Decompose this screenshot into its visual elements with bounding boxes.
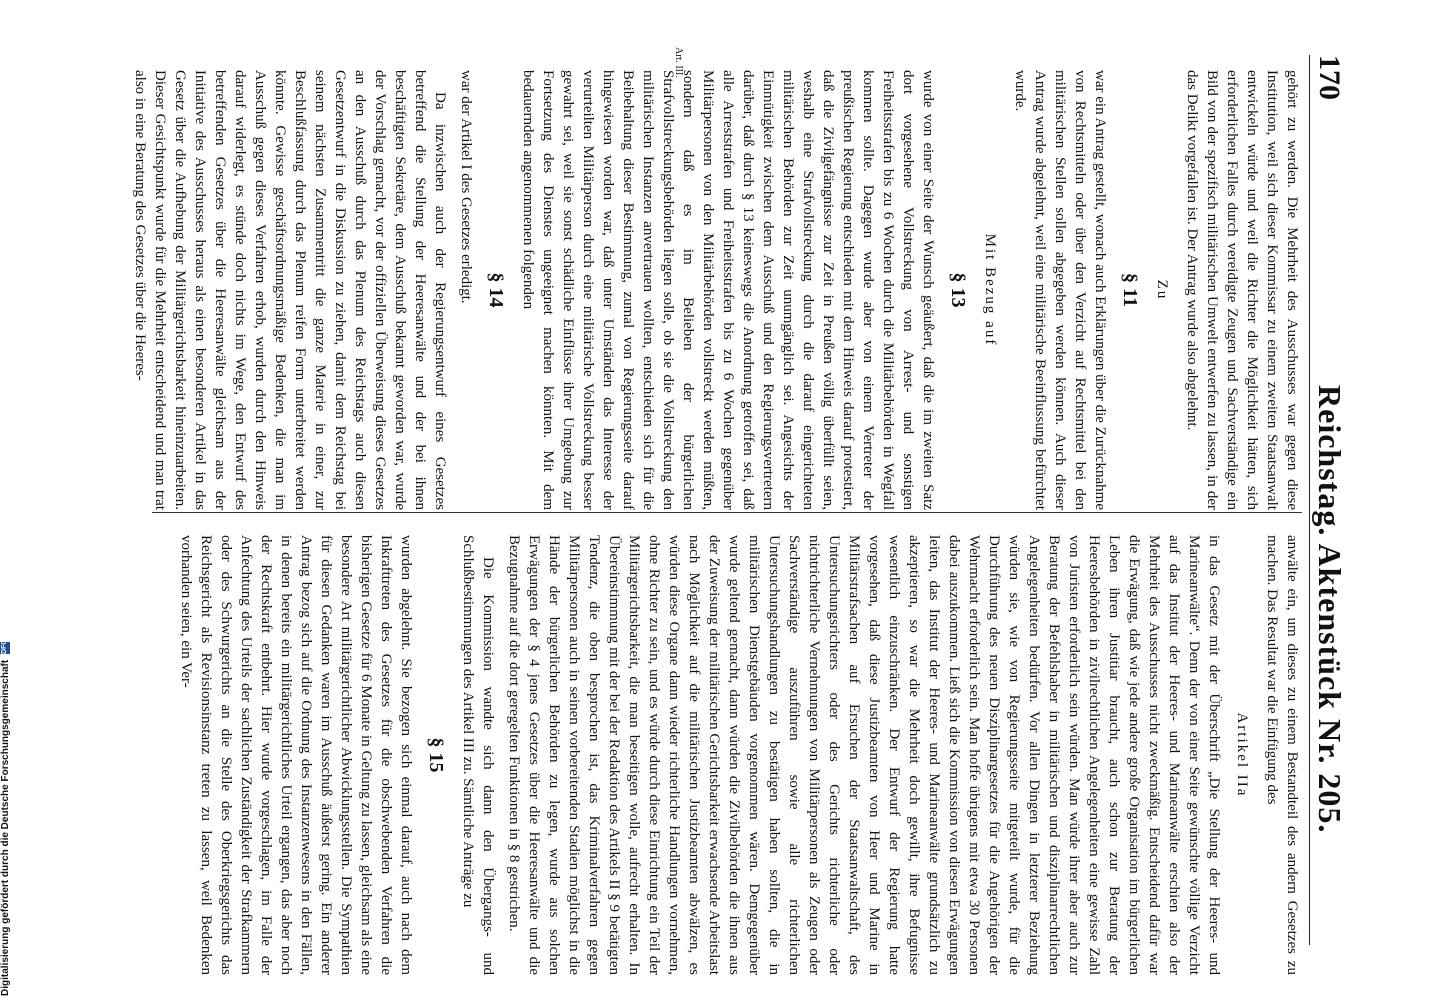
lead-in: Mit Bezug auf	[982, 233, 998, 347]
lead-in: Zu	[1154, 279, 1170, 301]
section-heading-11: § 11	[1119, 273, 1141, 307]
dfg-attribution	[0, 16, 12, 996]
dfg-logo: DFG	[1, 639, 9, 655]
paragraph: war ein Antrag gestellt, wonach auch Erklärungen über die Zurücknahme von Rechtsmitteln oder über den Verzicht auf Rechtsmittel bei den militärischen Stellen sollen abgegeben werden können. Auch dieser Antrag wurde abgelehnt, weil eine militärische Beeinflussung befürchtet wurde.	[1012, 70, 1108, 510]
paragraph: gehört zu werden. Die Mehrheit des Ausschusses war gegen diese Institution, weil sich dieser Kommissar zu einem zweiten Staatsanwalt entwickeln würde und weil die Richter die Möglichkeit hätten, sich erforderlichen Falles durch vereidigte Zeugen und Sachverständige ein Bild von der spezifisch militärischen Umwelt entwerfen zu lassen, in der das Delikt vorgefallen ist. Der Antrag wurde also abgelehnt.	[1184, 70, 1300, 510]
column-divider	[152, 512, 1302, 513]
margin-note: Art. III.	[673, 47, 684, 78]
section-heading-14: § 14	[485, 272, 507, 308]
left-column	[62, 70, 1302, 510]
section-heading-13: § 13	[947, 272, 969, 308]
section-heading-15: § 15	[425, 737, 447, 773]
paragraph: wurden abgelehnt. Sie bezogen sich einmal darauf, auch nach dem Inkrafttreten des Gesetzes für die obschwebenden Verfahren die bisherigen Gesetze für 6 Monate in Geltung zu lassen, gleichsam als eine besondere Art militärgerichtlicher Abwicklungsstellen. Die Sympathien für diesen Gedanken waren im Ausschuß äußerst gering. Ein anderer Antrag bezog sich auf die Ordnung des Instanzenwesens in den Fällen, in denen bereits ein militärgerichtliches Urteil ergangen, das aber noch der Rechtskraft entbehrt. Hier wurde vorgeschlagen, im Falle der Anfechtung des Urteils der sachlichen Zuständigkeit der Strafkammern oder des Schwurgerichts an die Stelle des Oberkriegsgerichts das Reichsgericht als Revisionsinstanz treten zu lassen, weil Bedenken vorhanden seien, ein Ver-	[178, 535, 414, 975]
page-number: 170	[1313, 55, 1346, 100]
dfg-attribution-text: Digitalisierung gefördert durch die Deutsche Forschungsgemeinschaft	[0, 659, 11, 996]
paragraph: war der Artikel I des Gesetzes erledigt.	[458, 70, 474, 304]
paragraph: anwälte ein, um dieses zu einem Bestandteil des andern Gesetzes zu machen. Das Resultat war die Einfügung des	[1264, 535, 1300, 975]
dfg-attribution-strip	[0, 0, 12, 1000]
paragraph: Die Kommission wandte sich dann den Übergangs- und Schlußbestimmungen des Artikel III zu. Sämtliche Anträge zu	[460, 535, 496, 975]
paragraph: wurde von einer Seite der Wunsch geäußert, daß die im zweiten Satz dort vorgesehene Vollstreckung von Arrest- und sonstigen Freiheitsstrafen bis zu 6 Wochen durch die Militärbehörden in Wegfall kommen sollte. Dagegen wurde aber von einem Vertreter der preußischen Regierung entschieden mit dem Hinweis darauf protestiert, daß die Zivilgefängnisse zur Zeit in Preußen völlig überfüllt seien, weshalb eine Strafvollstreckung durch die darauf eingerichteten militärischen Behörden zur Zeit unumgänglich sei. Angesichts der Einmütigkeit zwischen dem Ausschuß und den Regierungsvertretern darüber, daß durch § 13 keineswegs die Anordnung getroffen sei, daß alle Arreststrafen und Freiheitsstrafen bis zu 6 Wochen gegenüber Militärpersonen von den Militärbehörden vollstreckt werden müßten, sondern daß es im Belieben der bürgerlichen Strafvollstreckungsbehörden liegen solle, ob sie die Vollstreckung den militärischen Instanzen anvertrauen wollten, entschieden sich für die Beibehaltung dieser Bestimmung, zumal von Regierungsseite darauf hingewiesen worden war, daß unter Umständen das Interesse der verurteilten Militärperson durch eine militärische Vollstreckung besser gewahrt sei, weil sie sonst schädliche Einflüsse ihrer Umgebung zur Fortsetzung des Dienstes ungeeignet machen könnten. Mit dem bedauernden angenommenen folgenden	[520, 70, 936, 510]
paragraph: in das Gesetz mit der Überschrift „Die Stellung der Heeres- und Marineanwälte“. Denn der von einer Seite gewünschte völlige Verzicht auf das Institut der Heeres- und Marineanwälte erschien also der Mehrheit des Ausschusses nicht zweckmäßig. Entscheidend dafür war die Erwägung, daß wie jede andere große Organisation im bürgerlichen Leben ihren Justitiar braucht, auch schon zur Beratung der Heeresbehörden in zivilrechtlichen Angelegenheiten eine gewisse Zahl von Juristen erforderlich sein würden. Man würde ihrer aber auch zur Beratung der Befehlshaber in militärischen und disziplinarrechtlichen Angelegenheiten bedürfen. Vor allen Dingen in letzterer Beziehung würden sie, wie von Regierungsseite mitgeteilt wurde, für die Durchführung des neuen Disziplinargesetzes für die Angehörigen der Wehrmacht erforderlich sein. Man hoffe übrigens mit etwa 30 Personen dabei auszukommen. Ließ sich die Kommission von diesen Erwägungen leiten, das Institut der Heeres- und Marineanwälte grundsätzlich zu akzeptieren, so war die Mehrheit doch gewillt, ihre Befugnisse wesentlich einzuschränken. Der Entwurf der Regierung hatte vorgesehen, daß diese Justizbeamten von Heer und Marine in Militärstrafsachen auf Ersuchen der Staatsanwaltschaft, des Untersuchungsrichters oder des Gerichts richterliche oder nichtrichterliche Vernehmungen von Militärpersonen als Zeugen oder Sachverständige auszuführen sowie alle richterlichen Untersuchungshandlungen zu bestätigen haben sollten, die in militärischen Dienstgebäuden vorgenommen wären. Demgegenüber wurde geltend gemacht, dann würden die Zivilbehörden die ihnen aus der Zuweisung der militärischen Gerichtsbarkeit erwachsende Arbeitslast nach Möglichkeit auf die militärischen Justizbeamten abwälzen, es würden diese Organe dann wieder richterliche Handlungen vornehmen, ohne Richter zu sein, und es würde durch diese Einrichtung ein Teil der Militärgerichtsbarkeit, die man beseitigen wolle, aufrecht erhalten. In Übereinstimmung mit der bei der Redaktion des Artikels II § 9 betätigten Tendenz, die oben besprochen ist, das Kriminalverfahren gegen Militärpersonen auch in seinen vorbereitenden Stadien möglichst in die Hände der bürgerlichen Behörden zu legen, wurde aus solchen Erwägungen der § 4 jenes Gesetzes über die Heeresanwälte und die Bezugnahme auf die dort geregelten Funktionen in § 8 gestrichen.	[506, 535, 1222, 975]
paragraph: Da inzwischen auch der Regierungsentwurf eines Gesetzes betreffend die Stellung der Heeresanwälte und der bei ihnen beschäftigten Sekretäre, dem Ausschuß bekannt geworden war, wurde der Vorschlag gemacht, vor der offiziellen Überweisung dieses Gesetzes an den Ausschuß durch das Plenum des Reichstags auch diesen Gesetzentwurf in die Diskussion zu ziehen, damit dem Reichstag bei seinem nächsten Zusammentritt die ganze Materie in einer, zur Beschlußfassung durch das Plenum reifen Form unterbreitet werden könnte. Gewisse geschäftsordnungsmäßige Bedenken, die man im Ausschuß gegen dieses Verfahren erhob, wurden durch den Hinweis darauf widerlegt, es stünde doch nichts im Wege, den Entwurf des betreffenden Gesetzes über die Heeresanwälte gleichsam aus der Initiative des Ausschusses heraus als einen besonderen Artikel in das Gesetz über die Aufhebung der Militärgerichtsbarkeit hineinzuarbeiten. Dieser Gesichtspunkt wurde für die Mehrheit entscheidend und man trat also in eine Beratung des Gesetzes über die Heeres-	[132, 70, 448, 510]
scanned-page	[20, 0, 1420, 1000]
running-head: Reichstag. Aktenstück Nr. 205.	[1312, 385, 1348, 834]
right-column	[62, 535, 1302, 975]
page-header	[1309, 55, 1350, 945]
article-heading: Artikel IIa	[1234, 712, 1250, 798]
